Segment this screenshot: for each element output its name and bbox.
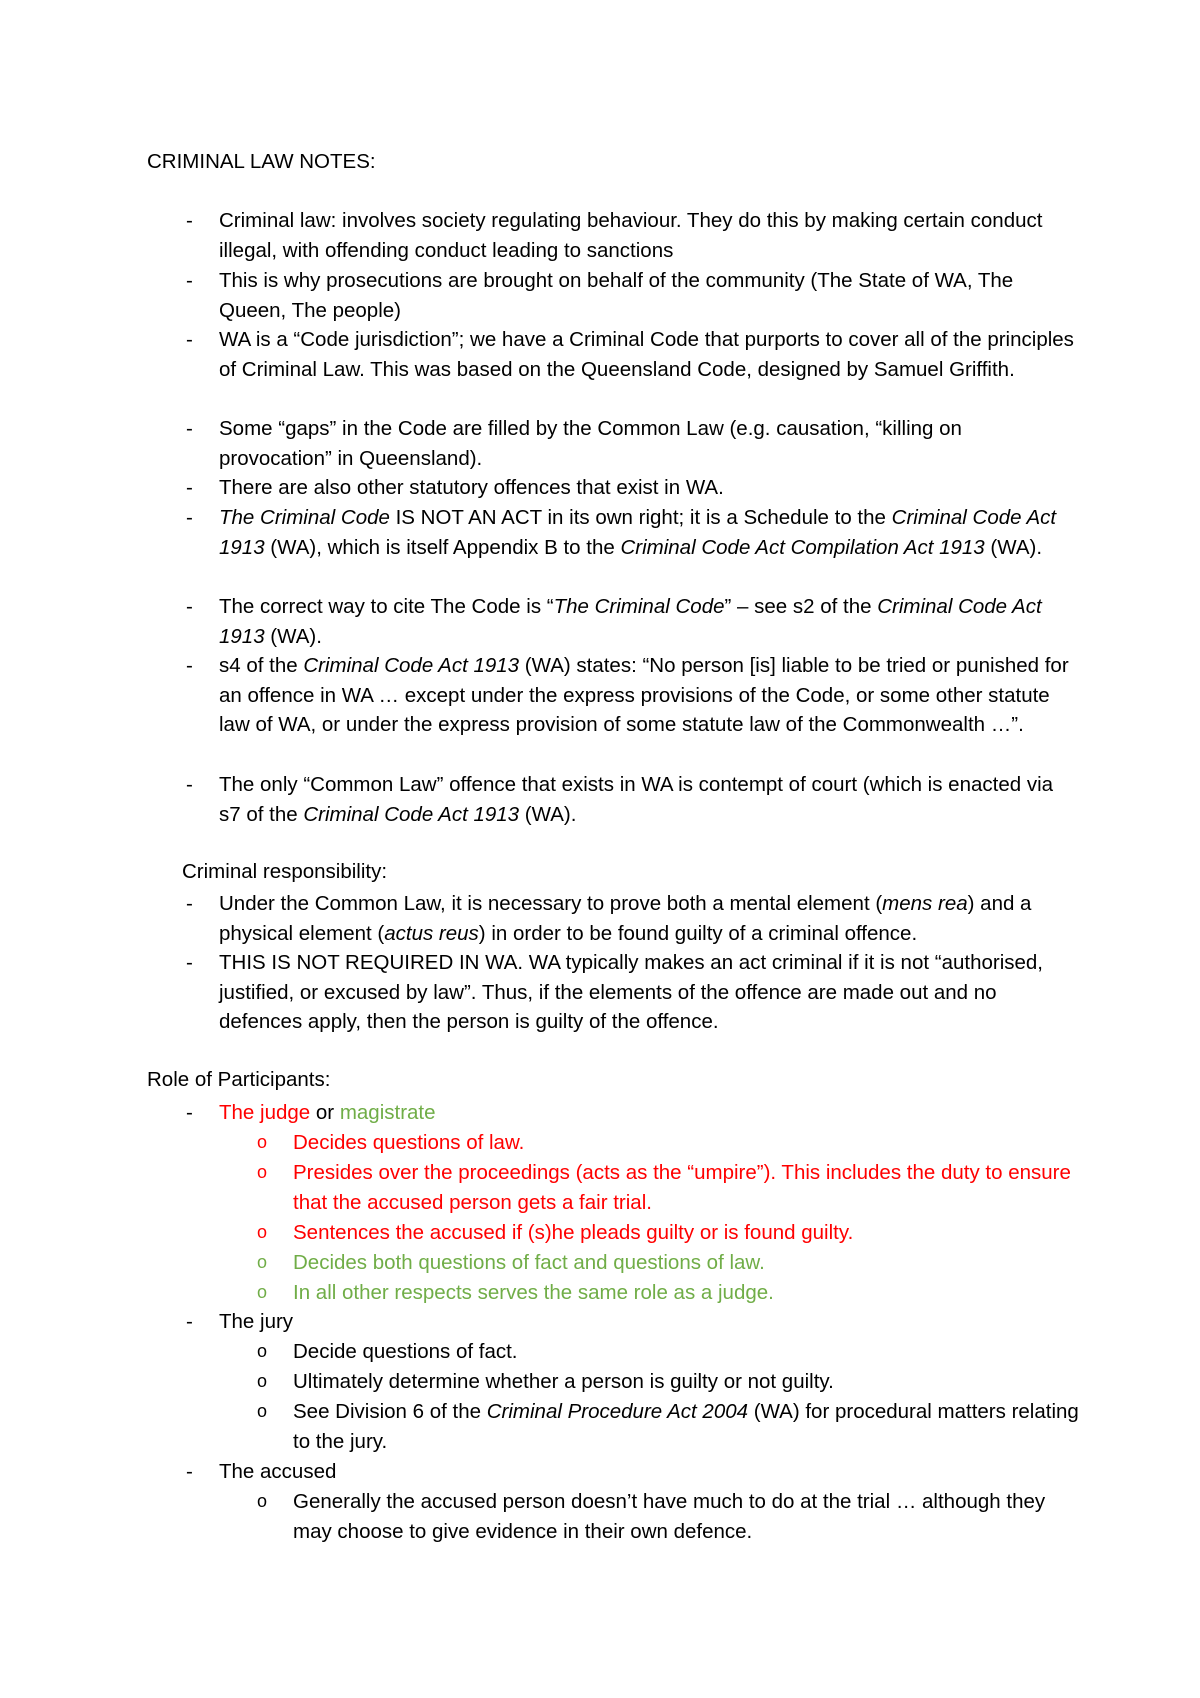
circle-bullet: o <box>257 1341 268 1361</box>
page-title: CRIMINAL LAW NOTES: <box>147 150 376 173</box>
list-item: - Criminal law: involves society regulating behaviour. They do this by making certain conduct illegal, with offending conduct leading to sanctions <box>219 206 1079 265</box>
list-item: - s4 of the Criminal Code Act 1913 (WA) states: “No person [is] liable to be tried or punished for an offence in WA … except under the express provisions of the Code, or some other statute law of WA, or under the express provision of some statute law of the Commonwealth …”. <box>219 651 1079 740</box>
dash-marker: - <box>186 269 193 292</box>
circle-bullet: o <box>257 1401 268 1421</box>
dash-marker: - <box>186 506 193 529</box>
list-item: - The accused <box>219 1457 1079 1487</box>
list-item: o Decides questions of law. <box>293 1128 1083 1158</box>
dash-marker: - <box>186 417 193 440</box>
circle-bullet: o <box>257 1252 268 1272</box>
circle-bullet: o <box>257 1162 268 1182</box>
list-item: - The jury <box>219 1307 1079 1337</box>
list-item: o Decides both questions of fact and questions of law. <box>293 1248 1083 1278</box>
dash-marker: - <box>186 595 193 618</box>
circle-bullet: o <box>257 1491 268 1511</box>
list-item: - The Criminal Code IS NOT AN ACT in its own right; it is a Schedule to the Criminal Code Act 1913 (WA), which is itself Appendix B to the Criminal Code Act Compilation Act 1913 (WA). <box>219 503 1079 562</box>
section-heading: Criminal responsibility: <box>182 860 388 883</box>
dash-marker: - <box>186 1101 193 1124</box>
section-heading: Role of Participants: <box>147 1068 331 1091</box>
dash-marker: - <box>186 892 193 915</box>
list-item: o Decide questions of fact. <box>293 1337 1083 1367</box>
dash-marker: - <box>186 1460 193 1483</box>
list-item: - Under the Common Law, it is necessary to prove both a mental element (mens rea) and a physical element (actus reus) in order to be found guilty of a criminal offence. <box>219 889 1079 948</box>
list-item: - There are also other statutory offences that exist in WA. <box>219 473 1079 503</box>
circle-bullet: o <box>257 1222 268 1242</box>
list-item: o Presides over the proceedings (acts as the “umpire”). This includes the duty to ensure that the accused person gets a fair trial. <box>293 1158 1083 1217</box>
list-item: o Sentences the accused if (s)he pleads guilty or is found guilty. <box>293 1218 1083 1248</box>
dash-marker: - <box>186 951 193 974</box>
dash-marker: - <box>186 654 193 677</box>
list-item: - WA is a “Code jurisdiction”; we have a Criminal Code that purports to cover all of the principles of Criminal Law. This was based on the Queensland Code, designed by Samuel Griffith. <box>219 325 1079 384</box>
circle-bullet: o <box>257 1371 268 1391</box>
list-item: o See Division 6 of the Criminal Procedure Act 2004 (WA) for procedural matters relating to the jury. <box>293 1397 1083 1456</box>
list-item: - Some “gaps” in the Code are filled by the Common Law (e.g. causation, “killing on provocation” in Queensland). <box>219 414 1079 473</box>
list-item: o Ultimately determine whether a person is guilty or not guilty. <box>293 1367 1083 1397</box>
circle-bullet: o <box>257 1132 268 1152</box>
dash-marker: - <box>186 1310 193 1333</box>
list-item: - This is why prosecutions are brought on behalf of the community (The State of WA, The Queen, The people) <box>219 266 1079 325</box>
list-item: - The correct way to cite The Code is “The Criminal Code” – see s2 of the Criminal Code Act 1913 (WA). <box>219 592 1079 651</box>
list-item: - THIS IS NOT REQUIRED IN WA. WA typically makes an act criminal if it is not “authorised, justified, or excused by law”. Thus, if the elements of the offence are made out and no defences apply, then the person is guilty of the offence. <box>219 948 1079 1037</box>
dash-marker: - <box>186 328 193 351</box>
list-item: - The only “Common Law” offence that exists in WA is contempt of court (which is enacted via s7 of the Criminal Code Act 1913 (WA). <box>219 770 1079 829</box>
dash-marker: - <box>186 773 193 796</box>
dash-marker: - <box>186 209 193 232</box>
list-item: o In all other respects serves the same role as a judge. <box>293 1278 1083 1308</box>
list-item: o Generally the accused person doesn’t have much to do at the trial … although they may choose to give evidence in their own defence. <box>293 1487 1083 1546</box>
list-item: - The judge or magistrate <box>219 1098 1079 1128</box>
dash-marker: - <box>186 476 193 499</box>
circle-bullet: o <box>257 1282 268 1302</box>
